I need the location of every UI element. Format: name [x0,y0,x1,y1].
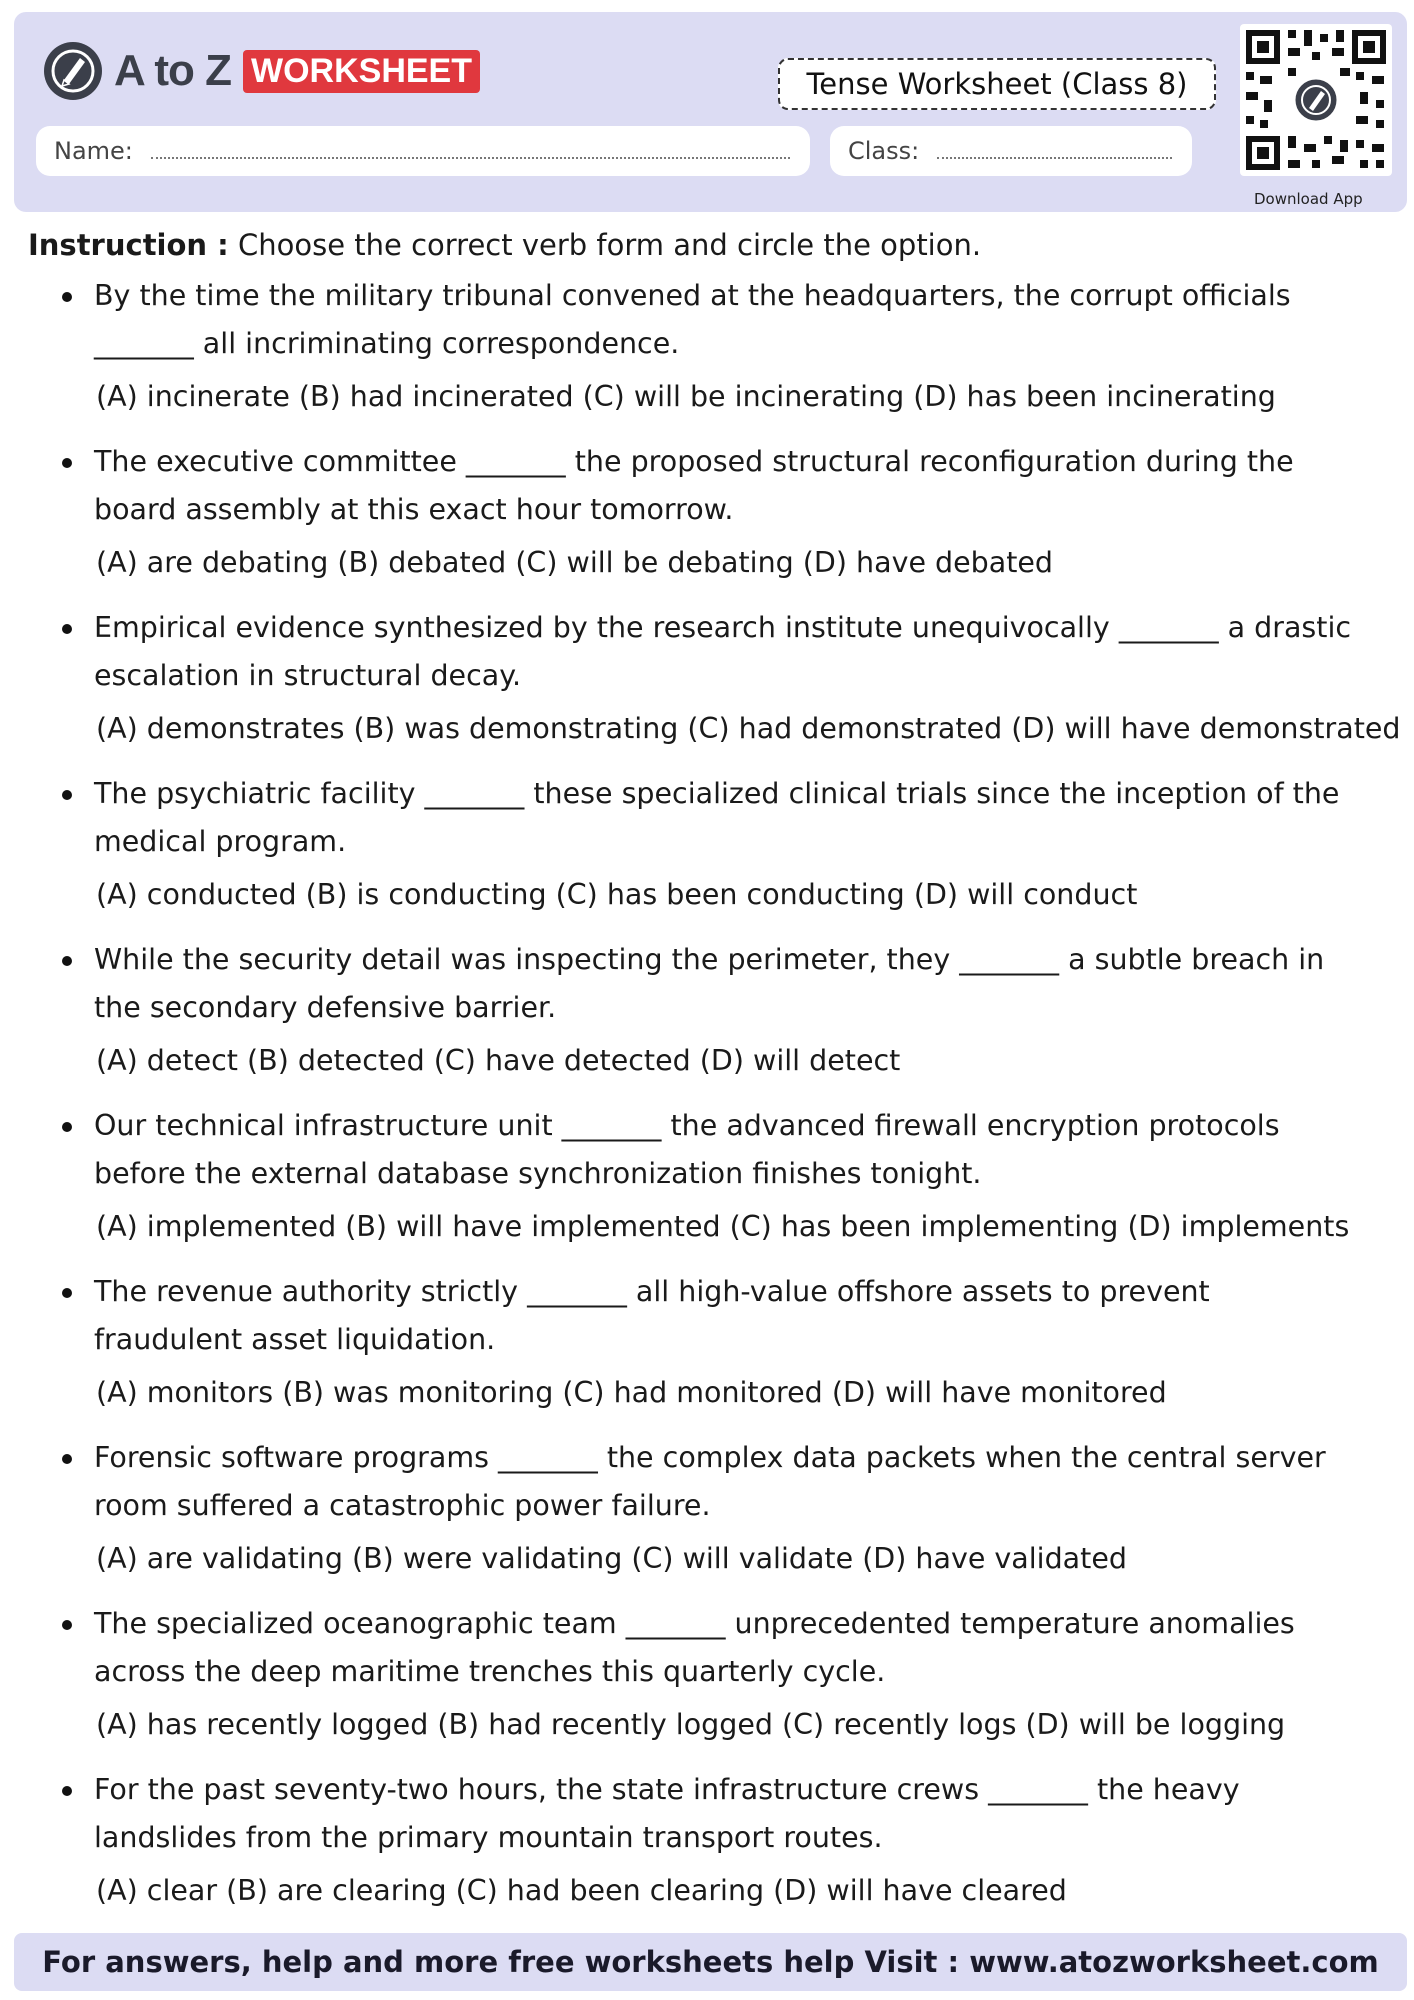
question-text: The executive committee _______ the proposed structural reconfiguration during the board assembly at this exact hour tomorrow. [94,445,1294,526]
instruction-text: Choose the correct verb form and circle the option. [237,228,982,262]
bullet-icon [62,292,72,302]
question-options[interactable]: (A) implemented (B) will have implemented (C) has been implementing (D) implements [96,1210,1350,1243]
bullet-icon [62,1620,72,1630]
question-list [0,272,1414,1932]
bullet-icon [62,1122,72,1132]
bullet-icon [62,458,72,468]
question-options[interactable]: (A) incinerate (B) had incinerated (C) will be incinerating (D) has been incinerating [96,380,1276,413]
bullet-icon [62,1288,72,1298]
question-options[interactable]: (A) are validating (B) were validating (C) will validate (D) have validated [96,1542,1127,1575]
question-text: By the time the military tribunal convened at the headquarters, the corrupt officials _______ all incriminating correspondence. [94,279,1291,360]
question-item [0,438,1414,604]
name-label: Name: [54,137,133,165]
question-options[interactable]: (A) detect (B) detected (C) have detected (D) will detect [96,1044,901,1077]
question-options[interactable]: (A) has recently logged (B) had recently logged (C) recently logs (D) will be logging [96,1708,1286,1741]
class-label: Class: [848,137,920,165]
question-text: The specialized oceanographic team _______ unprecedented temperature anomalies across the deep maritime trenches this quarterly cycle. [94,1607,1295,1688]
instruction [28,228,981,262]
logo-badge: WORKSHEET [243,50,480,93]
pencil-logo-icon [44,42,102,100]
worksheet-header [14,12,1407,212]
question-options[interactable]: (A) are debating (B) debated (C) will be debating (D) have debated [96,546,1054,579]
footer-banner[interactable] [14,1933,1407,1991]
question-item [0,604,1414,770]
question-item [0,1434,1414,1600]
question-options[interactable]: (A) monitors (B) was monitoring (C) had monitored (D) will have monitored [96,1376,1167,1409]
footer-text[interactable]: For answers, help and more free worksheets help Visit : www.atozworksheet.com [42,1945,1379,1979]
question-item [0,1766,1414,1932]
question-item [0,770,1414,936]
question-text: Our technical infrastructure unit _______ the advanced firewall encryption protocols before the external database synchronization finishes tonight. [94,1109,1280,1190]
question-text: While the security detail was inspecting the perimeter, they _______ a subtle breach in the secondary defensive barrier. [94,943,1325,1024]
question-text: Forensic software programs _______ the complex data packets when the central server room suffered a catastrophic power failure. [94,1441,1326,1522]
question-item [0,272,1414,438]
class-dotted-line [937,157,1172,159]
question-text: The psychiatric facility _______ these specialized clinical trials since the inception of the medical program. [94,777,1340,858]
logo-main-text: A to Z [114,46,231,95]
qr-caption: Download App [1254,190,1363,208]
question-item [0,1102,1414,1268]
question-text: The revenue authority strictly _______ all high-value offshore assets to prevent fraudulent asset liquidation. [94,1275,1210,1356]
name-field[interactable] [36,126,810,176]
bullet-icon [62,1786,72,1796]
question-text: For the past seventy-two hours, the state infrastructure crews _______ the heavy landslides from the primary mountain transport routes. [94,1773,1240,1854]
worksheet-title: Tense Worksheet (Class 8) [778,58,1216,110]
question-options[interactable]: (A) conducted (B) is conducting (C) has been conducting (D) will conduct [96,878,1138,911]
instruction-label: Instruction : [28,228,229,262]
question-item [0,936,1414,1102]
bullet-icon [62,956,72,966]
question-options[interactable]: (A) demonstrates (B) was demonstrating (C) had demonstrated (D) will have demonstrated [96,712,1401,745]
qr-code-icon[interactable] [1240,24,1392,176]
question-text: Empirical evidence synthesized by the research institute unequivocally _______ a drastic escalation in structural decay. [94,611,1352,692]
site-logo[interactable] [44,42,480,100]
bullet-icon [62,790,72,800]
question-item [0,1268,1414,1434]
question-item [0,1600,1414,1766]
bullet-icon [62,1454,72,1464]
bullet-icon [62,624,72,634]
question-options[interactable]: (A) clear (B) are clearing (C) had been clearing (D) will have cleared [96,1874,1067,1907]
name-dotted-line [151,157,790,159]
class-field[interactable] [830,126,1192,176]
